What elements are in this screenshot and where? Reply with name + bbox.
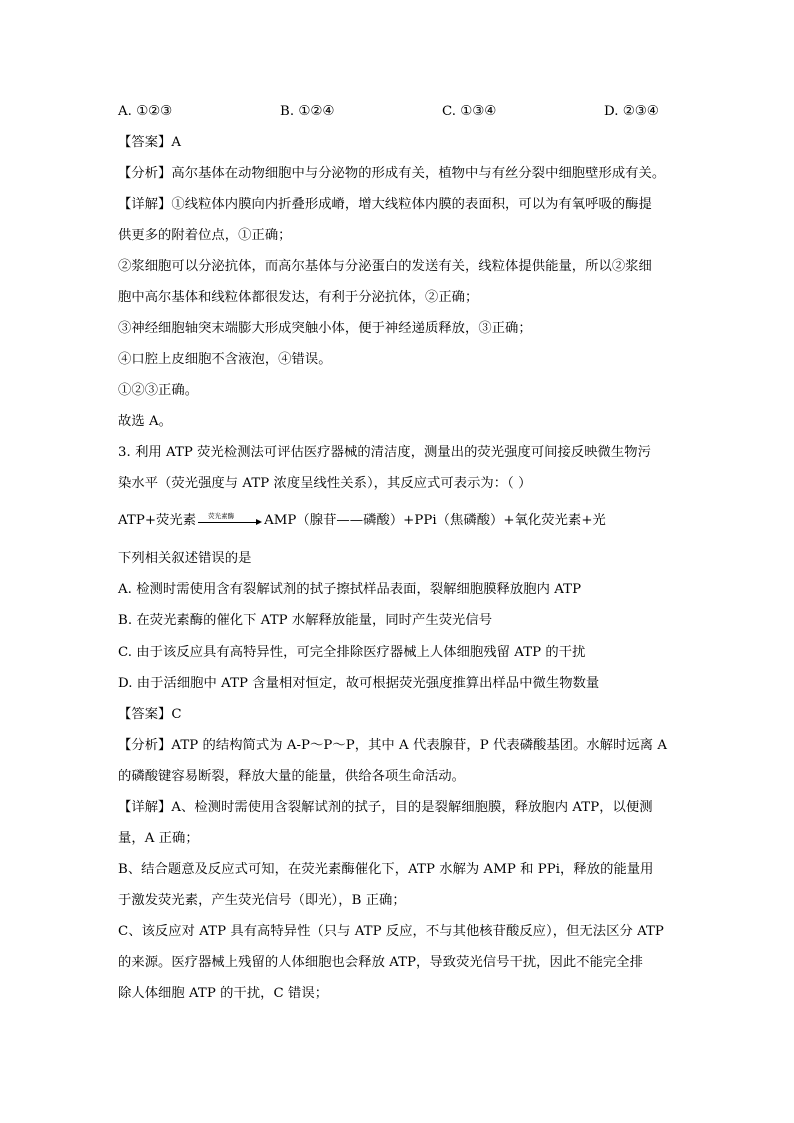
q2-option-d: D. ②③④ bbox=[604, 104, 659, 119]
arrow-catalyst-label: 荧光素酶 bbox=[208, 512, 235, 520]
q2-detail-line: ②浆细胞可以分泌抗体，而高尔基体与分泌蛋白的发送有关，线粒体提供能量，所以②浆细 bbox=[118, 259, 652, 274]
q3-detail-line: 除人体细胞 ATP 的干扰，C 错误； bbox=[118, 986, 329, 1001]
q3-option-b: B. 在荧光素酶的催化下 ATP 水解释放能量，同时产生荧光信号 bbox=[118, 613, 493, 628]
q3-analysis-line: 【分析】ATP 的结构简式为 A-P～P～P，其中 A 代表腺苷，P 代表磷酸基团。水解时远离 A bbox=[118, 738, 668, 753]
q3-detail-line: 于激发荧光素，产生荧光信号（即光），B 正确； bbox=[118, 893, 406, 908]
q2-answer: 【答案】A bbox=[118, 135, 182, 150]
q2-detail-line: 胞中高尔基体和线粒体都很发达，有利于分泌抗体，②正确； bbox=[118, 290, 479, 305]
q2-detail-line: 供更多的附着位点，①正确； bbox=[118, 228, 292, 243]
equation-products: AMP（腺苷——磷酸）+PPi（焦磷酸）+氧化荧光素+光 bbox=[264, 513, 606, 528]
q3-detail-line: 量，A 正确； bbox=[118, 831, 199, 846]
q3-equation bbox=[118, 512, 678, 530]
q3-detail-line: C、该反应对 ATP 具有高特异性（只与 ATP 反应，不与其他核苷酸反应），但无法区分 ATP bbox=[118, 924, 664, 939]
q2-detail-line: ④口腔上皮细胞不含液泡，④错误。 bbox=[118, 352, 332, 367]
q3-option-d: D. 由于活细胞中 ATP 含量相对恒定，故可根据荧光强度推算出样品中微生物数量 bbox=[118, 676, 600, 691]
q3-prompt: 下列相关叙述错误的是 bbox=[118, 551, 252, 566]
q3-answer: 【答案】C bbox=[118, 707, 182, 722]
q2-detail-line: ①②③正确。 bbox=[118, 383, 199, 398]
q3-option-a: A. 检测时需使用含有裂解试剂的拭子擦拭样品表面，裂解细胞膜释放胞内 ATP bbox=[118, 582, 582, 597]
q3-stem-line: 染水平（荧光强度与 ATP 浓度呈线性关系），其反应式可表示为：（ ） bbox=[118, 476, 532, 491]
q2-option-b: B. ①②④ bbox=[280, 104, 335, 119]
q3-stem-line: 3. 利用 ATP 荧光检测法可评估医疗器械的清洁度，测量出的荧光强度可间接反映微生物污 bbox=[118, 445, 651, 460]
q3-analysis-line: 的磷酸键容易断裂，释放大量的能量，供给各项生命活动。 bbox=[118, 769, 466, 784]
q3-option-c: C. 由于该反应具有高特异性，可完全排除医疗器械上人体细胞残留 ATP 的干扰 bbox=[118, 645, 586, 660]
q2-analysis: 【分析】高尔基体在动物细胞中与分泌物的形成有关，植物中与有丝分裂中细胞壁形成有关。 bbox=[118, 166, 666, 181]
q2-option-c: C. ①③④ bbox=[442, 104, 497, 119]
equation-reactants: ATP+荧光素 bbox=[118, 513, 197, 528]
q2-options-row bbox=[118, 103, 678, 121]
reaction-arrow-icon bbox=[196, 512, 264, 530]
q3-detail-line: 【详解】A、检测时需使用含裂解试剂的拭子，目的是裂解细胞膜，释放胞内 ATP，以便测 bbox=[118, 800, 653, 815]
q3-detail-line: B、结合题意及反应式可知，在荧光素酶催化下，ATP 水解为 AMP 和 PPi，释放的能量用 bbox=[118, 862, 654, 877]
q2-detail-line: ③神经细胞轴突末端膨大形成突触小体，便于神经递质释放，③正确； bbox=[118, 321, 532, 336]
q2-option-a: A. ①②③ bbox=[118, 104, 173, 119]
q3-detail-line: 的来源。医疗器械上残留的人体细胞也会释放 ATP，导致荧光信号干扰，因此不能完全排 bbox=[118, 955, 643, 970]
q2-detail-line: 【详解】①线粒体内膜向内折叠形成嵴，增大线粒体内膜的表面积，可以为有氧呼吸的酶提 bbox=[118, 197, 652, 212]
q2-conclusion: 故选 A。 bbox=[118, 414, 172, 429]
